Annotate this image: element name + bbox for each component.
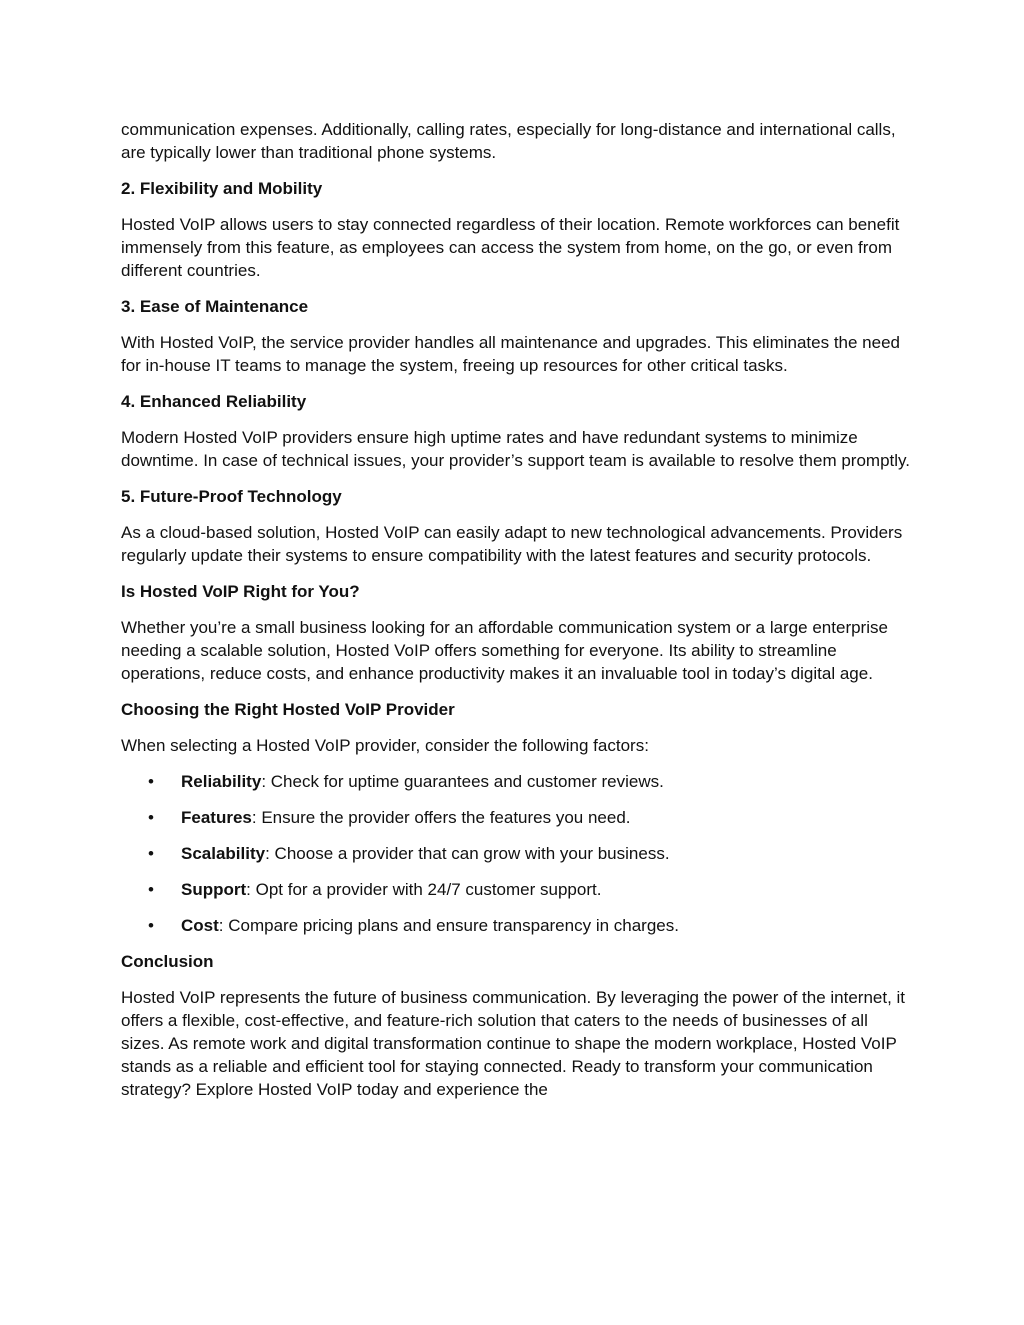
paragraph-is-right-for-you: Whether you’re a small business looking for an affordable communication system or a large enterprise needing a scalable solution, Hosted VoIP offers something for everyone. Its ability to streamline operations, reduce costs, and enhance productivity makes it an invaluable tool in today’s digital age. <box>121 618 888 683</box>
list-item <box>121 806 911 829</box>
list-item-desc: : Compare pricing plans and ensure transparency in charges. <box>218 916 679 935</box>
list-item-desc: : Opt for a provider with 24/7 customer support. <box>246 880 602 899</box>
list-item <box>121 878 911 901</box>
paragraph-maintenance: With Hosted VoIP, the service provider handles all maintenance and upgrades. This eliminates the need for in-house IT teams to manage the system, freeing up resources for other critical tasks. <box>121 333 901 375</box>
list-item-term: Cost <box>181 916 219 935</box>
paragraph-choosing-provider: When selecting a Hosted VoIP provider, consider the following factors: <box>121 736 649 755</box>
heading-is-right-for-you: Is Hosted VoIP Right for You? <box>121 582 360 601</box>
document-page <box>121 118 911 1114</box>
paragraph-future-proof: As a cloud-based solution, Hosted VoIP can easily adapt to new technological advancements. Providers regularly update their systems to ensure compatibility with the latest features and security protocols. <box>121 523 903 565</box>
heading-future-proof: 5. Future-Proof Technology <box>121 487 342 506</box>
list-item <box>121 770 911 793</box>
heading-maintenance: 3. Ease of Maintenance <box>121 297 309 316</box>
list-item-term: Scalability <box>181 844 266 863</box>
paragraph-conclusion: Hosted VoIP represents the future of business communication. By leveraging the power of the internet, it offers a flexible, cost-effective, and feature-rich solution that caters to the needs of businesses of all sizes. As remote work and digital transformation continue to shape the modern workplace, Hosted VoIP stands as a reliable and efficient tool for staying connected. Ready to transform your communication strategy? Explore Hosted VoIP today and experience the <box>121 988 906 1099</box>
list-item <box>121 842 911 865</box>
bullet-icon: • <box>148 772 154 791</box>
list-item <box>121 914 911 937</box>
list-item-desc: : Choose a provider that can grow with your business. <box>265 844 670 863</box>
heading-choosing-provider: Choosing the Right Hosted VoIP Provider <box>121 700 455 719</box>
bullet-icon: • <box>148 880 154 899</box>
bullet-icon: • <box>148 808 154 827</box>
list-item-desc: : Check for uptime guarantees and customer reviews. <box>261 772 664 791</box>
bullet-icon: • <box>148 916 154 935</box>
list-item-desc: : Ensure the provider offers the features you need. <box>251 808 631 827</box>
list-item-term: Support <box>181 880 247 899</box>
heading-reliability: 4. Enhanced Reliability <box>121 392 307 411</box>
paragraph-reliability: Modern Hosted VoIP providers ensure high uptime rates and have redundant systems to minimize downtime. In case of technical issues, your provider’s support team is available to resolve them promptly. <box>121 428 910 470</box>
heading-flexibility: 2. Flexibility and Mobility <box>121 179 323 198</box>
heading-conclusion: Conclusion <box>121 952 214 971</box>
list-item-term: Reliability <box>181 772 262 791</box>
paragraph-flexibility: Hosted VoIP allows users to stay connected regardless of their location. Remote workforces can benefit immensely from this feature, as employees can access the system from home, on the go, or even from different countries. <box>121 215 900 280</box>
paragraph-cost-intro: communication expenses. Additionally, calling rates, especially for long-distance and international calls, are typically lower than traditional phone systems. <box>121 120 896 162</box>
list-item-term: Features <box>181 808 252 827</box>
bullet-icon: • <box>148 844 154 863</box>
factors-list <box>121 770 911 937</box>
